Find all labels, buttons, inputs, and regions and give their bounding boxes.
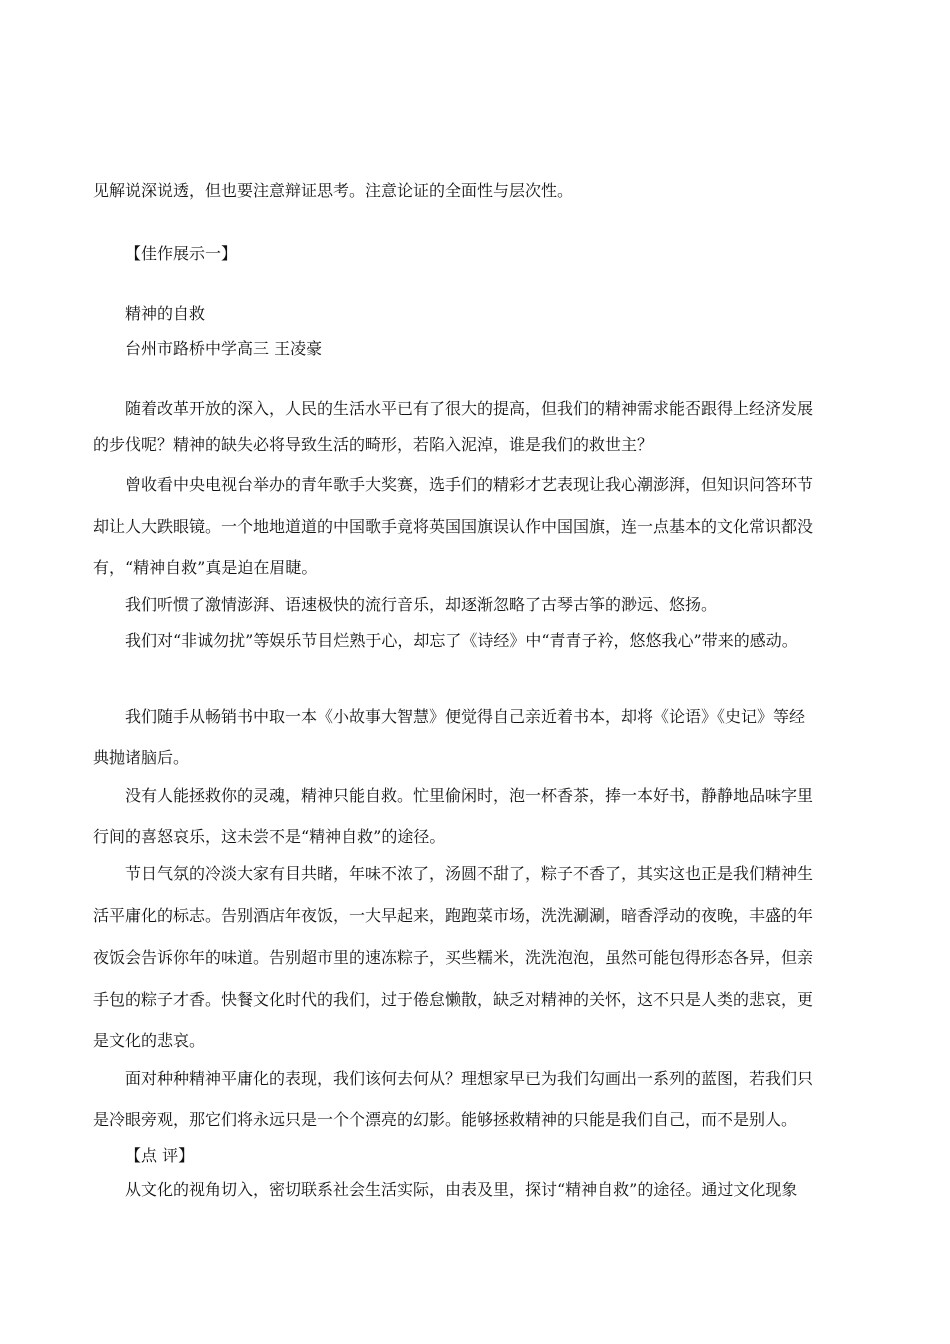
paragraph-line: 是冷眼旁观，那它们将永远只是一个个漂亮的幻影。能够拯救精神的只能是我们自己，而不是别人。 (93, 1110, 798, 1129)
essay-author: 台州市路桥中学高三 王凌豪 (125, 339, 323, 358)
paragraph-line: 行间的喜怒哀乐，这未尝不是“精神自救”的途径。 (93, 827, 446, 846)
paragraph-line: 是文化的悲哀。 (93, 1031, 206, 1050)
paragraph-line: 夜饭会告诉你年的味道。告别超市里的速冻粽子，买些糯米，洗洗泡泡，虽然可能包得形态各异，但亲 (93, 948, 814, 967)
comment-line: 从文化的视角切入，密切联系社会生活实际，由表及里，探讨“精神自救”的途径。通过文化现象 (125, 1180, 798, 1199)
essay-title: 精神的自救 (125, 304, 206, 323)
paragraph-line: 面对种种精神平庸化的表现，我们该何去何从？理想家早已为我们勾画出一系列的蓝图，若我们只 (125, 1069, 814, 1088)
paragraph-line: 活平庸化的标志。告别酒店年夜饭，一大早起来，跑跑菜市场，洗洗涮涮，暗香浮动的夜晚，丰盛的年 (93, 906, 814, 925)
paragraph-line: 我们听惯了激情澎湃、语速极快的流行音乐，却逐渐忽略了古琴古筝的渺远、悠扬。 (125, 595, 718, 614)
paragraph-line: 曾收看中央电视台举办的青年歌手大奖赛，选手们的精彩才艺表现让我心潮澎湃，但知识问答环节 (125, 475, 814, 494)
paragraph-line: 我们对“非诚勿扰”等娱乐节目烂熟于心，却忘了《诗经》中“青青子衿，悠悠我心”带来的感动。 (125, 631, 798, 650)
comment-heading: 【点 评】 (125, 1146, 195, 1165)
paragraph-line: 没有人能拯救你的灵魂，精神只能自救。忙里偷闲时，泡一杯香茶，捧一本好书，静静地品味字里 (125, 786, 814, 805)
paragraph-line: 手包的粽子才香。快餐文化时代的我们，过于倦怠懒散，缺乏对精神的关怀，这不只是人类的悲哀，更 (93, 990, 814, 1009)
intro-line: 见解说深说透，但也要注意辩证思考。注意论证的全面性与层次性。 (93, 181, 574, 200)
paragraph-line: 节日气氛的冷淡大家有目共睹，年味不浓了，汤圆不甜了，粽子不香了，其实这也正是我们精神生 (125, 864, 814, 883)
section-heading: 【佳作展示一】 (125, 244, 238, 263)
paragraph-line: 典抛诸脑后。 (93, 748, 190, 767)
paragraph-line: 的步伐呢？精神的缺失必将导致生活的畸形，若陷入泥淖，谁是我们的救世主？ (93, 435, 654, 454)
paragraph-line: 随着改革开放的深入，人民的生活水平已有了很大的提高，但我们的精神需求能否跟得上经济发展 (125, 399, 814, 418)
paragraph-line: 却让人大跌眼镜。一个地地道道的中国歌手竟将英国国旗误认作中国国旗，连一点基本的文化常识都没 (93, 517, 814, 536)
paragraph-line: 我们随手从畅销书中取一本《小故事大智慧》便觉得自己亲近着书本，却将《论语》《史记》等经 (125, 707, 806, 726)
paragraph-line: 有，“精神自救”真是迫在眉睫。 (93, 558, 318, 577)
